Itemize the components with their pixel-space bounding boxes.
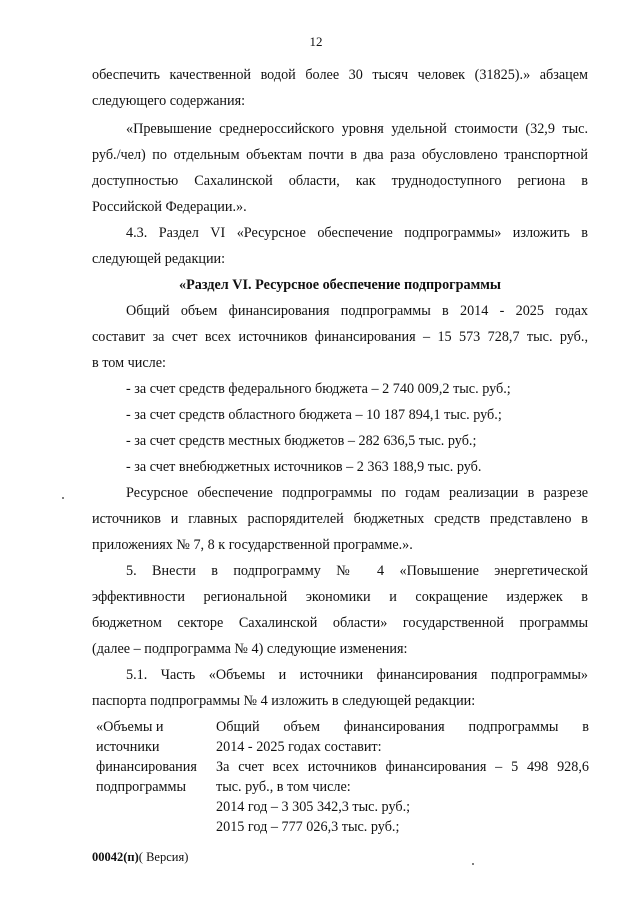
list-item: - за счет средств местных бюджетов – 282 636,5 тыс. руб.; xyxy=(126,433,477,449)
text-line: Российской Федерации.». xyxy=(92,199,247,215)
list-item: - за счет внебюджетных источников – 2 363 188,9 тыс. руб. xyxy=(126,459,482,475)
passport-value-line: За счет всех источников финансирования – 5 498 928,6 xyxy=(216,759,589,775)
text-line: Ресурсное обеспечение подпрограммы по годам реализации в разрезе xyxy=(126,485,588,501)
list-item: - за счет средств федерального бюджета – 2 740 009,2 тыс. руб.; xyxy=(126,381,511,397)
document-code: 00042(п) xyxy=(92,850,139,864)
passport-label-line: источники xyxy=(96,739,160,755)
passport-value-line: тыс. руб., в том числе: xyxy=(216,779,351,795)
page-number: 12 xyxy=(309,34,323,49)
text-line: следующей редакции: xyxy=(92,251,226,267)
text-line: приложениях № 7, 8 к государственной программе.». xyxy=(92,537,413,553)
passport-label-line: подпрограммы xyxy=(96,779,186,795)
passport-value-line: 2014 - 2025 годах составит: xyxy=(216,739,382,755)
version-label: ( Версия) xyxy=(138,850,189,864)
section-heading: «Раздел VI. Ресурсное обеспечение подпрограммы xyxy=(179,277,501,293)
text-line: доступностью Сахалинской области, как труднодоступного региона в xyxy=(92,173,588,189)
footer xyxy=(92,850,188,865)
text-line: 4.3. Раздел VI «Ресурсное обеспечение подпрограммы» изложить в xyxy=(126,225,589,241)
text-line: бюджетном секторе Сахалинской области» государственной программы xyxy=(92,615,588,631)
text-line: паспорта подпрограммы № 4 изложить в следующей редакции: xyxy=(92,693,476,709)
text-line: следующего содержания: xyxy=(92,93,246,109)
passport-value-line: Общий объем финансирования подпрограммы в xyxy=(216,719,589,735)
text-line: руб./чел) по отдельным объектам почти в два раза обусловлено транспортной xyxy=(92,147,588,163)
text-line: источников и главных распорядителей бюджетных средств представлено в xyxy=(92,511,588,527)
passport-label-line: «Объемы и xyxy=(96,719,164,735)
text-line: (далее – подпрограмма № 4) следующие изменения: xyxy=(92,641,408,657)
text-line: эффективности региональной экономики и сокращение издержек в xyxy=(92,589,588,605)
text-line: 5. Внести в подпрограмму № 4 «Повышение энергетической xyxy=(126,563,588,579)
passport-value-line: 2015 год – 777 026,3 тыс. руб.; xyxy=(216,819,400,835)
text-line: в том числе: xyxy=(92,355,166,371)
text-line: «Превышение среднероссийского уровня удельной стоимости (32,9 тыс. xyxy=(126,121,588,137)
list-item: - за счет средств областного бюджета – 10 187 894,1 тыс. руб.; xyxy=(126,407,502,423)
scan-speck xyxy=(62,497,64,499)
text-line: Общий объем финансирования подпрограммы в 2014 - 2025 годах xyxy=(126,303,588,319)
text-line: составит за счет всех источников финансирования – 15 573 728,7 тыс. руб., xyxy=(92,329,588,345)
text-line: обеспечить качественной водой более 30 тысяч человек (31825).» абзацем xyxy=(92,67,588,83)
passport-value-line: 2014 год – 3 305 342,3 тыс. руб.; xyxy=(216,799,411,815)
text-line: 5.1. Часть «Объемы и источники финансирования подпрограммы» xyxy=(126,667,588,683)
scan-speck xyxy=(472,863,474,865)
passport-label-line: финансирования xyxy=(96,759,197,775)
